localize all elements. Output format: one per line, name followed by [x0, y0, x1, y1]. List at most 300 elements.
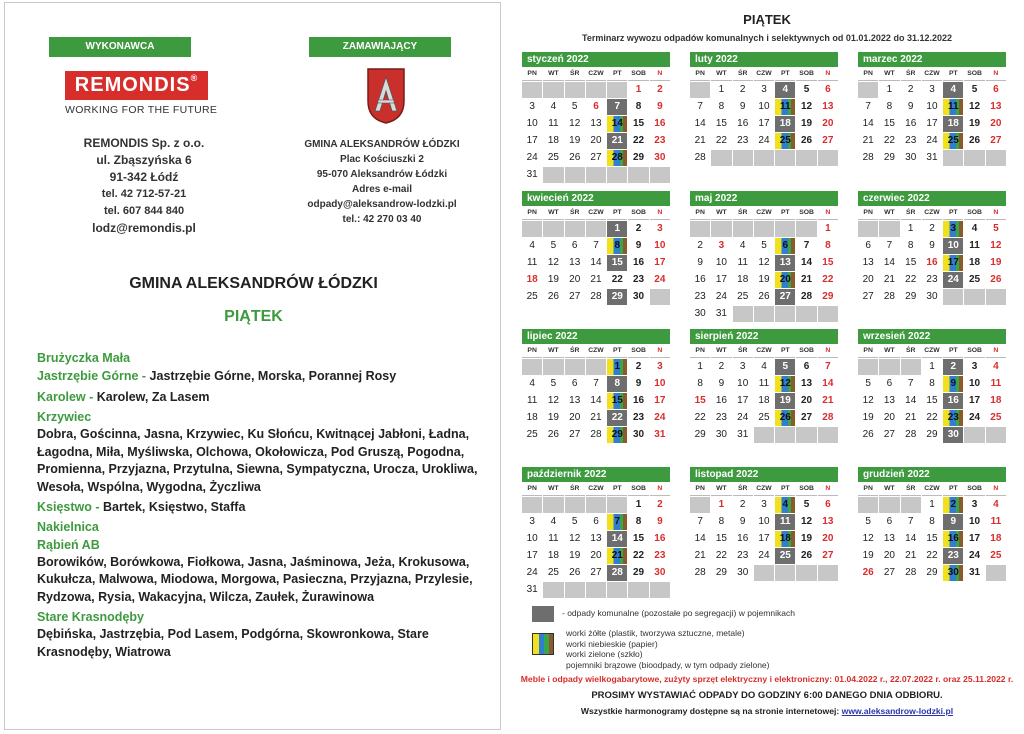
day-cell: 15 [607, 255, 627, 271]
day-cell: 2 [943, 497, 963, 513]
empty-day-cell [901, 359, 921, 375]
empty-day-cell [543, 221, 563, 237]
day-cell: 27 [879, 427, 899, 443]
logo-tagline: WORKING FOR THE FUTURE [65, 104, 218, 116]
area-streets: Bartek, Księstwo, Staffa [103, 500, 246, 514]
day-cell: 11 [964, 238, 984, 254]
day-cell: 23 [943, 410, 963, 426]
day-cell: 28 [879, 289, 899, 305]
weekday-header: SOB [796, 67, 816, 81]
weekday-header: PT [607, 482, 627, 496]
day-cell: 10 [650, 376, 670, 392]
month-days-grid [858, 67, 1006, 166]
day-cell: 26 [858, 427, 878, 443]
day-cell: 31 [522, 582, 542, 598]
day-cell: 18 [754, 393, 774, 409]
weekday-header: PT [775, 67, 795, 81]
day-cell: 11 [543, 116, 563, 132]
day-cell: 18 [986, 531, 1006, 547]
weekday-header: PT [943, 482, 963, 496]
day-cell: 26 [858, 565, 878, 581]
weekday-header: WT [543, 67, 563, 81]
day-cell: 25 [986, 548, 1006, 564]
empty-day-cell [690, 497, 710, 513]
weekday-header: PN [690, 344, 710, 358]
day-cell: 29 [711, 565, 731, 581]
day-cell: 3 [650, 221, 670, 237]
month-days-grid [690, 206, 838, 322]
empty-day-cell [607, 167, 627, 183]
day-cell: 7 [586, 376, 606, 392]
day-cell: 20 [858, 272, 878, 288]
day-cell: 26 [796, 548, 816, 564]
day-cell: 23 [733, 548, 753, 564]
day-cell: 16 [650, 531, 670, 547]
day-cell: 27 [586, 150, 606, 166]
day-cell: 10 [964, 376, 984, 392]
day-cell: 14 [586, 255, 606, 271]
day-cell: 12 [796, 514, 816, 530]
day-cell: 17 [964, 531, 984, 547]
day-cell: 2 [733, 497, 753, 513]
day-cell: 11 [775, 514, 795, 530]
day-cell: 7 [901, 376, 921, 392]
day-cell: 22 [922, 548, 942, 564]
day-cell: 20 [565, 410, 585, 426]
day-cell: 3 [754, 497, 774, 513]
legend-selective-text [566, 628, 769, 670]
day-cell: 30 [943, 427, 963, 443]
empty-day-cell [565, 221, 585, 237]
month-days-grid [690, 482, 838, 581]
day-cell: 21 [690, 548, 710, 564]
weekday-header: PT [607, 67, 627, 81]
weekday-header: N [986, 482, 1006, 496]
weekday-header: SOB [628, 482, 648, 496]
website-link[interactable]: www.aleksandrow-lodzki.pl [841, 706, 954, 716]
day-cell: 7 [607, 514, 627, 530]
day-cell: 25 [543, 565, 563, 581]
legend-green-bags: worki zielone (szkło) [566, 649, 643, 659]
day-cell: 4 [522, 376, 542, 392]
weekday-header: N [650, 482, 670, 496]
day-cell: 29 [690, 427, 710, 443]
day-cell: 30 [690, 306, 710, 322]
day-cell: 3 [650, 359, 670, 375]
day-cell: 26 [796, 133, 816, 149]
weekday-header: WT [879, 482, 899, 496]
day-cell: 13 [818, 514, 838, 530]
month-days-grid [690, 344, 838, 443]
empty-day-cell [818, 306, 838, 322]
weekday-header: SOB [796, 344, 816, 358]
month-days-grid [858, 482, 1006, 581]
day-cell: 4 [964, 221, 984, 237]
schedule-subtitle: Terminarz wywozu odpadów komunalnych i selektywnych od 01.01.2022 do 31.12.2022 [582, 33, 952, 43]
day-cell: 28 [586, 427, 606, 443]
day-cell: 14 [879, 255, 899, 271]
month-days-grid [522, 344, 670, 443]
day-cell: 15 [628, 531, 648, 547]
day-cell: 14 [858, 116, 878, 132]
day-cell: 5 [796, 82, 816, 98]
day-cell: 23 [690, 289, 710, 305]
day-cell: 22 [628, 133, 648, 149]
area-item [37, 537, 487, 607]
day-cell: 3 [922, 82, 942, 98]
day-cell: 31 [922, 150, 942, 166]
day-cell: 16 [943, 393, 963, 409]
day-cell: 31 [650, 427, 670, 443]
day-cell: 26 [754, 289, 774, 305]
day-cell: 18 [986, 393, 1006, 409]
day-cell: 13 [586, 531, 606, 547]
day-cell: 6 [986, 82, 1006, 98]
area-item [37, 368, 487, 386]
day-cell: 1 [711, 497, 731, 513]
month-calendar [858, 467, 1006, 581]
empty-day-cell [796, 221, 816, 237]
weekday-header: ŚR [901, 67, 921, 81]
day-cell: 7 [901, 514, 921, 530]
day-cell: 16 [922, 255, 942, 271]
day-cell: 5 [565, 514, 585, 530]
day-cell: 8 [818, 238, 838, 254]
day-cell: 30 [628, 289, 648, 305]
day-cell: 3 [522, 99, 542, 115]
day-cell: 30 [901, 150, 921, 166]
empty-day-cell [607, 582, 627, 598]
day-cell: 9 [922, 238, 942, 254]
day-cell: 13 [586, 116, 606, 132]
day-cell: 25 [775, 548, 795, 564]
empty-day-cell [879, 359, 899, 375]
day-cell: 1 [628, 82, 648, 98]
client-street: Plac Kościuszki 2 [340, 154, 424, 165]
day-cell: 20 [879, 548, 899, 564]
day-cell: 28 [607, 565, 627, 581]
day-cell: 29 [607, 427, 627, 443]
day-cell: 2 [650, 82, 670, 98]
day-cell: 23 [628, 410, 648, 426]
empty-day-cell [754, 221, 774, 237]
empty-day-cell [628, 167, 648, 183]
day-cell: 17 [522, 133, 542, 149]
day-cell: 4 [522, 238, 542, 254]
day-cell: 16 [628, 393, 648, 409]
day-cell: 15 [628, 116, 648, 132]
day-cell: 13 [565, 393, 585, 409]
empty-day-cell [565, 167, 585, 183]
area-name: Krzywiec [37, 410, 92, 424]
empty-day-cell [775, 150, 795, 166]
day-cell: 10 [522, 531, 542, 547]
day-cell: 31 [733, 427, 753, 443]
weekday-header: ŚR [565, 482, 585, 496]
day-cell: 25 [543, 150, 563, 166]
weekday-header: PN [858, 344, 878, 358]
day-cell: 20 [796, 393, 816, 409]
empty-day-cell [690, 221, 710, 237]
day-cell: 7 [690, 99, 710, 115]
weekday-header: PT [607, 206, 627, 220]
day-cell: 21 [796, 272, 816, 288]
client-info [297, 137, 467, 227]
day-cell: 29 [628, 150, 648, 166]
day-cell: 9 [733, 99, 753, 115]
weekday-header: CZW [586, 67, 606, 81]
day-cell: 30 [922, 289, 942, 305]
day-cell: 28 [690, 565, 710, 581]
weekday-header: SOB [964, 344, 984, 358]
empty-day-cell [964, 289, 984, 305]
day-cell: 13 [858, 255, 878, 271]
weekday-header: CZW [922, 67, 942, 81]
day-cell: 6 [879, 514, 899, 530]
empty-day-cell [964, 150, 984, 166]
day-cell: 24 [733, 410, 753, 426]
area-name: Brużyczka Mała [37, 351, 131, 365]
empty-day-cell [879, 497, 899, 513]
day-cell: 24 [754, 133, 774, 149]
day-cell: 14 [901, 531, 921, 547]
day-cell: 16 [711, 393, 731, 409]
day-cell: 8 [879, 99, 899, 115]
day-cell: 18 [522, 272, 542, 288]
day-cell: 7 [879, 238, 899, 254]
empty-day-cell [796, 565, 816, 581]
day-cell: 3 [711, 238, 731, 254]
day-cell: 28 [607, 150, 627, 166]
day-cell: 27 [775, 289, 795, 305]
day-cell: 26 [543, 427, 563, 443]
day-cell: 5 [754, 238, 774, 254]
empty-day-cell [986, 150, 1006, 166]
empty-day-cell [775, 565, 795, 581]
day-cell: 10 [754, 99, 774, 115]
day-cell: 12 [754, 255, 774, 271]
day-cell: 14 [690, 531, 710, 547]
empty-day-cell [543, 167, 563, 183]
day-cell: 4 [543, 514, 563, 530]
weekday-header: WT [543, 344, 563, 358]
day-cell: 2 [922, 221, 942, 237]
weekday-header: PN [858, 206, 878, 220]
weekday-header: WT [879, 67, 899, 81]
day-cell: 2 [733, 82, 753, 98]
contractor-phone-1: tel. 42 712-57-21 [101, 188, 187, 200]
weekday-header: WT [879, 206, 899, 220]
day-cell: 26 [775, 410, 795, 426]
day-cell: 30 [943, 565, 963, 581]
day-cell: 19 [964, 116, 984, 132]
logo-text: REMONDIS [74, 74, 191, 96]
day-cell: 14 [690, 116, 710, 132]
day-cell: 9 [628, 376, 648, 392]
month-calendar [858, 329, 1006, 443]
weekday-header: ŚR [901, 344, 921, 358]
day-cell: 26 [964, 133, 984, 149]
day-cell: 12 [858, 531, 878, 547]
day-cell: 20 [586, 548, 606, 564]
website-note [512, 706, 1022, 716]
day-cell: 5 [543, 376, 563, 392]
month-title: październik 2022 [522, 467, 670, 482]
day-cell: 16 [628, 255, 648, 271]
day-title: PIĄTEK [224, 308, 283, 325]
empty-day-cell [858, 221, 878, 237]
day-cell: 18 [543, 548, 563, 564]
day-cell: 8 [711, 99, 731, 115]
day-cell: 15 [711, 531, 731, 547]
weekday-header: WT [543, 482, 563, 496]
day-cell: 7 [818, 359, 838, 375]
weekday-header: ŚR [733, 67, 753, 81]
day-cell: 17 [650, 255, 670, 271]
day-cell: 11 [943, 99, 963, 115]
day-cell: 13 [818, 99, 838, 115]
logo-registered-mark: ® [190, 73, 199, 83]
day-cell: 22 [628, 548, 648, 564]
client-phone: tel.: 42 270 03 40 [342, 214, 422, 225]
day-cell: 6 [586, 514, 606, 530]
month-calendar [690, 467, 838, 581]
day-cell: 3 [754, 82, 774, 98]
day-cell: 15 [818, 255, 838, 271]
day-cell: 23 [943, 548, 963, 564]
empty-day-cell [754, 565, 774, 581]
empty-day-cell [607, 82, 627, 98]
weekday-header: PN [690, 206, 710, 220]
area-item [37, 409, 487, 496]
day-cell: 19 [543, 410, 563, 426]
area-name: Księstwo - [37, 500, 103, 514]
day-cell: 3 [964, 359, 984, 375]
weekday-header: N [986, 344, 1006, 358]
area-item [37, 389, 487, 407]
day-cell: 8 [628, 99, 648, 115]
day-cell: 2 [628, 359, 648, 375]
area-name: Karolew - [37, 389, 97, 404]
day-cell: 10 [754, 514, 774, 530]
day-cell: 16 [943, 531, 963, 547]
empty-day-cell [986, 427, 1006, 443]
day-cell: 22 [607, 410, 627, 426]
weekday-header: PT [775, 482, 795, 496]
day-cell: 6 [796, 359, 816, 375]
day-cell: 3 [522, 514, 542, 530]
weekday-header: ŚR [565, 206, 585, 220]
day-cell: 2 [901, 82, 921, 98]
empty-day-cell [858, 497, 878, 513]
day-cell: 11 [986, 514, 1006, 530]
day-cell: 5 [775, 359, 795, 375]
day-cell: 6 [565, 238, 585, 254]
weekday-header: N [818, 482, 838, 496]
coat-of-arms-icon [366, 67, 406, 125]
weekday-header: PT [775, 206, 795, 220]
empty-day-cell [879, 221, 899, 237]
area-name: Jastrzębie Górne - [37, 369, 150, 383]
day-cell: 17 [522, 548, 542, 564]
weekday-header: CZW [586, 482, 606, 496]
empty-day-cell [818, 427, 838, 443]
day-cell: 28 [818, 410, 838, 426]
day-cell: 1 [922, 359, 942, 375]
day-cell: 13 [879, 531, 899, 547]
day-cell: 8 [607, 238, 627, 254]
client-email: odpady@aleksandrow-lodzki.pl [307, 199, 457, 210]
month-calendar [690, 52, 838, 166]
day-cell: 17 [754, 531, 774, 547]
day-cell: 11 [522, 255, 542, 271]
day-cell: 8 [922, 514, 942, 530]
month-title: marzec 2022 [858, 52, 1006, 67]
weekday-header: N [818, 67, 838, 81]
weekday-header: CZW [754, 67, 774, 81]
day-cell: 3 [943, 221, 963, 237]
day-cell: 15 [879, 116, 899, 132]
day-cell: 30 [628, 427, 648, 443]
day-cell: 11 [733, 255, 753, 271]
day-cell: 19 [858, 548, 878, 564]
month-title: kwiecień 2022 [522, 191, 670, 206]
day-cell: 26 [986, 272, 1006, 288]
day-cell: 3 [733, 359, 753, 375]
contractor-name: REMONDIS Sp. z o.o. [83, 136, 205, 150]
weekday-header: PT [943, 67, 963, 81]
day-cell: 21 [586, 272, 606, 288]
day-cell: 4 [754, 359, 774, 375]
month-title: luty 2022 [690, 52, 838, 67]
day-cell: 11 [775, 99, 795, 115]
month-days-grid [690, 67, 838, 166]
day-cell: 27 [796, 410, 816, 426]
month-days-grid [522, 206, 670, 305]
day-cell: 11 [522, 393, 542, 409]
empty-day-cell [650, 582, 670, 598]
contractor-street: ul. Zbąszyńska 6 [96, 153, 192, 167]
weekday-header: CZW [922, 206, 942, 220]
month-title: lipiec 2022 [522, 329, 670, 344]
day-cell: 28 [858, 150, 878, 166]
day-cell: 31 [964, 565, 984, 581]
area-name: Stare Krasnodęby [37, 610, 144, 624]
empty-day-cell [586, 497, 606, 513]
day-cell: 14 [586, 393, 606, 409]
day-cell: 9 [650, 514, 670, 530]
day-cell: 6 [858, 238, 878, 254]
day-cell: 10 [650, 238, 670, 254]
day-cell: 11 [754, 376, 774, 392]
day-cell: 5 [858, 514, 878, 530]
day-cell: 25 [964, 272, 984, 288]
day-cell: 10 [522, 116, 542, 132]
area-item [37, 520, 487, 534]
remondis-logo [65, 71, 208, 100]
weekday-header: PN [858, 482, 878, 496]
weekday-header: CZW [754, 206, 774, 220]
day-cell: 10 [711, 255, 731, 271]
day-cell: 24 [922, 133, 942, 149]
weekday-header: PN [690, 482, 710, 496]
day-cell: 20 [775, 272, 795, 288]
day-cell: 25 [522, 427, 542, 443]
month-title: styczeń 2022 [522, 52, 670, 67]
day-cell: 26 [543, 289, 563, 305]
day-cell: 12 [858, 393, 878, 409]
weekday-header: N [818, 206, 838, 220]
